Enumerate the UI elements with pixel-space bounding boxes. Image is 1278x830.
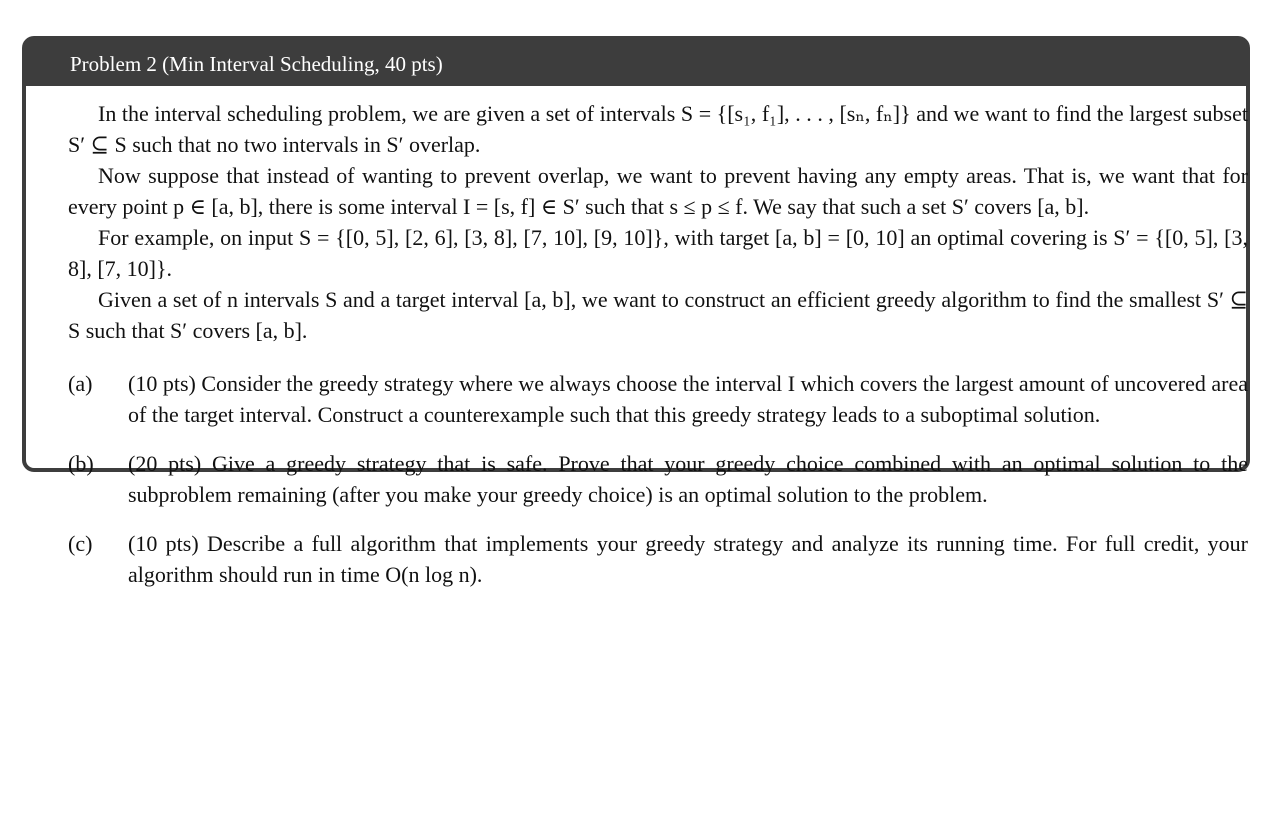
problem-title: Problem 2 (Min Interval Scheduling, 40 pts) — [26, 40, 1246, 86]
paragraph-example: For example, on input S = {[0, 5], [2, 6], [3, 8], [7, 10], [9, 10]}, with target [a, b] = [0, 10] an optimal covering is S′ = {[0, 5], [3, 8], [7, 10]}. — [68, 225, 1248, 281]
part-c-label: (c) — [68, 531, 93, 556]
part-c — [68, 528, 1248, 590]
part-b-label: (b) — [68, 451, 94, 476]
paragraph-goal: Given a set of n intervals S and a target interval [a, b], we want to construct an efficient greedy algorithm to find the smallest S′ ⊆ S such that S′ covers [a, b]. — [68, 287, 1248, 343]
part-a-label: (a) — [68, 371, 93, 396]
paragraph-intro: In the interval scheduling problem, we are given a set of intervals S = {[s₁, f₁], . . . , [sₙ, fₙ]} and we want to find the largest subset S′ ⊆ S such that no two intervals in S′ overlap. — [68, 101, 1248, 157]
part-a — [68, 368, 1248, 430]
part-b-text: (20 pts) Give a greedy strategy that is safe. Prove that your greedy choice combined with an optimal solution to the subproblem remaining (after you make your greedy choice) is an optimal solution to the problem. — [128, 451, 1248, 507]
part-b — [68, 448, 1248, 510]
part-c-text: (10 pts) Describe a full algorithm that implements your greedy strategy and analyze its running time. For full credit, your algorithm should run in time O(n log n). — [128, 531, 1248, 587]
problem-box — [22, 36, 1250, 587]
part-a-text: (10 pts) Consider the greedy strategy where we always choose the interval I which covers the largest amount of uncovered area of the target interval. Construct a counterexample such that this greedy strategy leads to a suboptimal solution. — [128, 371, 1248, 427]
problem-body — [68, 98, 1248, 608]
paragraph-coverage: Now suppose that instead of wanting to prevent overlap, we want to prevent having any empty areas. That is, we want that for every point p ∈ [a, b], there is some interval I = [s, f] ∈ S′ such that s ≤ p ≤ f. We say that such a set S′ covers [a, b]. — [68, 163, 1248, 219]
parts-list — [68, 368, 1248, 590]
